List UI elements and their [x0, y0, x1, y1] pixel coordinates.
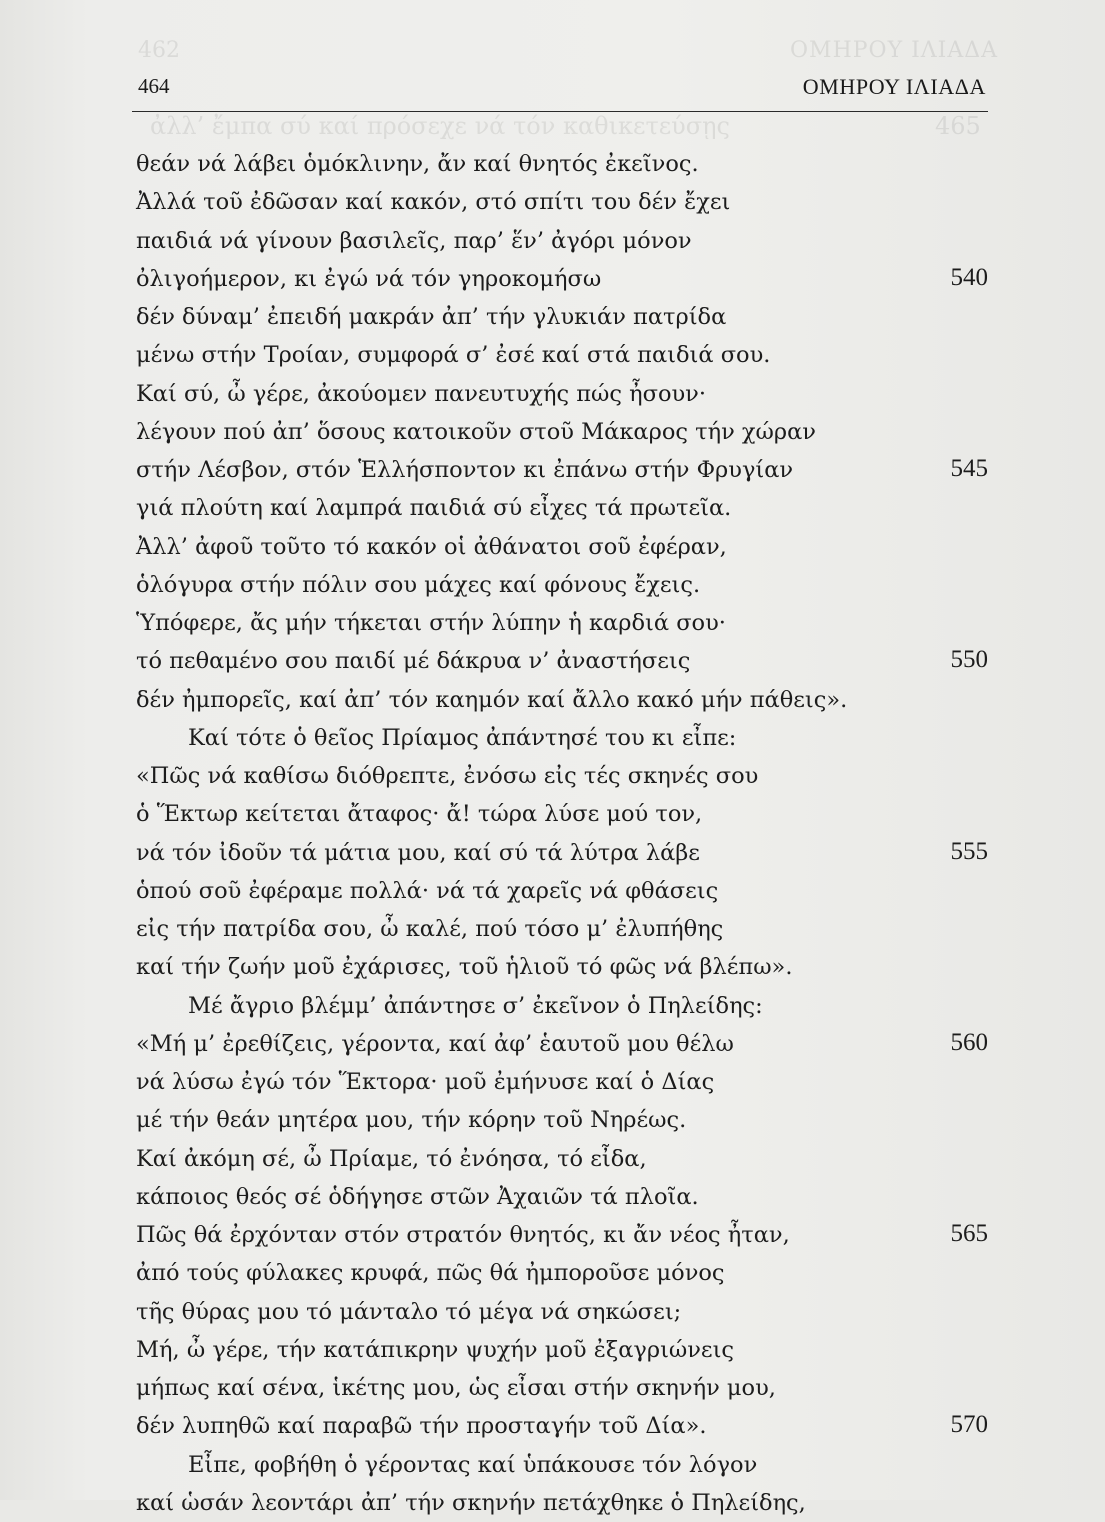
verse-line: [0, 1140, 1105, 1178]
verse-line: [0, 1331, 1105, 1369]
verse-line: [0, 948, 1105, 986]
line-number: 540: [950, 263, 988, 291]
verse-line: [0, 719, 1105, 757]
verse-line: [0, 1293, 1105, 1331]
verse-text: μέ τήν θεάν μητέρα μου, τήν κόρην τοῦ Νηρέως.: [136, 1107, 687, 1134]
verse-text: μήπως καί σένα, ἱκέτης μου, ὡς εἶσαι στήν σκηνήν μου,: [136, 1375, 776, 1401]
verse-text: στήν Λέσβον, στόν Ἑλλήσποντον κι ἐπάνω στήν Φρυγίαν: [136, 457, 794, 483]
verse-text: ὁπού σοῦ ἐφέραμε πολλά· νά τά χαρεῖς νά φθάσεις: [136, 877, 719, 904]
verse-text: δέν δύναμ’ ἐπειδή μακράν ἀπ’ τήν γλυκιάν πατρίδα: [136, 304, 727, 330]
verse-text: μένω στήν Τροίαν, συμφορά σ’ ἐσέ καί στά παιδιά σου.: [136, 342, 771, 369]
verse-line: [0, 834, 1105, 872]
verse-text: εἰς τήν πατρίδα σου, ὦ καλέ, πού τόσο μ’ ἐλυπήθης: [136, 916, 724, 942]
verse-text: τῆς θύρας μου τό μάνταλο τό μέγα νά σηκώσει;: [136, 1298, 682, 1325]
verse-line: [0, 451, 1105, 489]
page-number: 464: [138, 74, 170, 98]
verse-line: [0, 145, 1105, 183]
verse-text: παιδιά νά γίνουν βασιλεῖς, παρ’ ἕν’ ἀγόρι μόνον: [136, 227, 692, 254]
verse-line: [0, 260, 1105, 298]
verse-text: Καί τότε ὁ θεῖος Πρίαμος ἀπάντησέ του κι εἶπε:: [188, 724, 737, 751]
verse-line: [0, 1407, 1105, 1445]
verse-line: [0, 1369, 1105, 1407]
verse-text: Ἀλλ’ ἀφοῦ τοῦτο τό κακόν οἱ ἀθάνατοι σοῦ ἐφέραν,: [136, 533, 727, 560]
verse-text: ἀπό τούς φύλακες κρυφά, πῶς θά ἠμποροῦσε μόνος: [136, 1260, 725, 1287]
verse-line: [0, 336, 1105, 374]
verse-line: [0, 1063, 1105, 1101]
verse-line: [0, 1216, 1105, 1254]
line-number: 545: [950, 455, 988, 482]
verse-line: [0, 910, 1105, 948]
verse-line: [0, 298, 1105, 336]
verse-text: «Μή μ’ ἐρεθίζεις, γέροντα, καί ἀφ’ ἑαυτοῦ μου θέλω: [136, 1030, 734, 1057]
verse-text: Μή, ὦ γέρε, τήν κατάπικρην ψυχήν μοῦ ἐξαγριώνεις: [136, 1336, 735, 1363]
verse-list: [0, 145, 1105, 1522]
header-rule: [132, 111, 988, 112]
verse-line: [0, 987, 1105, 1025]
page-header: [138, 74, 986, 106]
show-through-first-line: ἀλλ’ ἔμπα σύ καί πρόσεχε νά τόν καθικετεύσῃς: [150, 112, 730, 140]
verse-text: γιά πλούτη καί λαμπρά παιδιά σύ εἶχες τά πρωτεῖα.: [136, 495, 732, 522]
line-number: 560: [950, 1028, 988, 1056]
show-through-line-number: 465: [935, 112, 981, 140]
verse-text: δέν ἠμπορεῖς, καί ἀπ’ τόν καημόν καί ἄλλο κακό μήν πάθεις».: [136, 686, 848, 713]
verse-text: Εἶπε, φοβήθη ὁ γέροντας καί ὑπάκουσε τόν λόγον: [188, 1451, 758, 1478]
running-title: ΟΜΗΡΟΥ ΙΛΙΑΔΑ: [802, 74, 986, 99]
verse-line: [0, 413, 1105, 451]
line-number: 570: [950, 1411, 988, 1439]
line-number: 565: [950, 1220, 988, 1247]
verse-text: θεάν νά λάβει ὁμόκλινην, ἄν καί θνητός ἐκεῖνος.: [136, 151, 699, 177]
verse-line: [0, 795, 1105, 833]
verse-line: [0, 757, 1105, 795]
verse-text: νά λύσω ἐγώ τόν Ἕκτορα· μοῦ ἐμήνυσε καί ὁ Δίας: [136, 1069, 715, 1095]
verse-text: Ἀλλά τοῦ ἐδῶσαν καί κακόν, στό σπίτι του δέν ἔχει: [136, 189, 731, 216]
verse-text: κάποιος θεός σέ ὁδήγησε στῶν Ἀχαιῶν τά πλοῖα.: [136, 1183, 699, 1210]
verse-line: [0, 489, 1105, 527]
verse-text: ὁλόγυρα στήν πόλιν σου μάχες καί φόνους ἔχεις.: [136, 571, 701, 598]
verse-text: καί ὡσάν λεοντάρι ἀπ’ τήν σκηνήν πετάχθηκε ὁ Πηλείδης,: [136, 1489, 806, 1516]
verse-text: Πῶς θά ἐρχόνταν στόν στρατόν θνητός, κι ἄν νέος ἦταν,: [136, 1222, 790, 1248]
verse-line: [0, 1025, 1105, 1063]
verse-line: [0, 183, 1105, 221]
verse-line: [0, 1101, 1105, 1139]
verse-text: ὁ Ἕκτωρ κείτεται ἄταφος· ἄ! τώρα λύσε μού τον,: [136, 801, 703, 828]
verse-line: [0, 604, 1105, 642]
verse-text: Καί σύ, ὦ γέρε, ἀκούομεν πανευτυχής πώς ἦσουν·: [136, 380, 707, 407]
verse-text: «Πῶς νά καθίσω διόθρεπτε, ἐνόσω εἰς τές σκηνές σου: [136, 763, 759, 789]
verse-text: λέγουν πού ἀπ’ ὅσους κατοικοῦν στοῦ Μάκαρος τήν χώραν: [136, 418, 816, 445]
verse-line: [0, 1446, 1105, 1484]
verse-line: [0, 528, 1105, 566]
line-number: 555: [950, 837, 988, 865]
verse-text: Μέ ἄγριο βλέμμ’ ἀπάντησε σ’ ἐκεῖνον ὁ Πηλείδης:: [188, 992, 763, 1019]
verse-line: [0, 1254, 1105, 1292]
verse-line: [0, 642, 1105, 680]
verse-line: [0, 375, 1105, 413]
verse-text: Ὑπόφερε, ἄς μήν τήκεται στήν λύπην ἡ καρδιά σου·: [136, 610, 726, 636]
verse-text: τό πεθαμένο σου παιδί μέ δάκρυα ν’ ἀναστήσεις: [136, 648, 691, 675]
verse-text: Καί ἀκόμη σέ, ὦ Πρίαμε, τό ἐνόησα, τό εἶδα,: [136, 1145, 647, 1172]
verse-text: καί τήν ζωήν μοῦ ἐχάρισες, τοῦ ἡλιοῦ τό φῶς νά βλέπω».: [136, 954, 793, 981]
verse-text: ὀλιγοήμερον, κι ἐγώ νά τόν γηροκομήσω: [136, 265, 602, 292]
show-through-running-title: ΟΜΗΡΟΥ ΙΛΙΑΔΑ: [790, 38, 999, 63]
verse-line: [0, 681, 1105, 719]
show-through-page-number: 462: [138, 38, 180, 63]
verse-line: [0, 222, 1105, 260]
verse-line: [0, 566, 1105, 604]
verse-text: νά τόν ἰδοῦν τά μάτια μου, καί σύ τά λύτρα λάβε: [136, 839, 700, 866]
verse-line: [0, 872, 1105, 910]
verse-line: [0, 1178, 1105, 1216]
verse-line: [0, 1484, 1105, 1522]
line-number: 550: [950, 646, 988, 674]
verse-text: δέν λυπηθῶ καί παραβῶ τήν προσταγήν τοῦ Δία».: [136, 1413, 707, 1440]
